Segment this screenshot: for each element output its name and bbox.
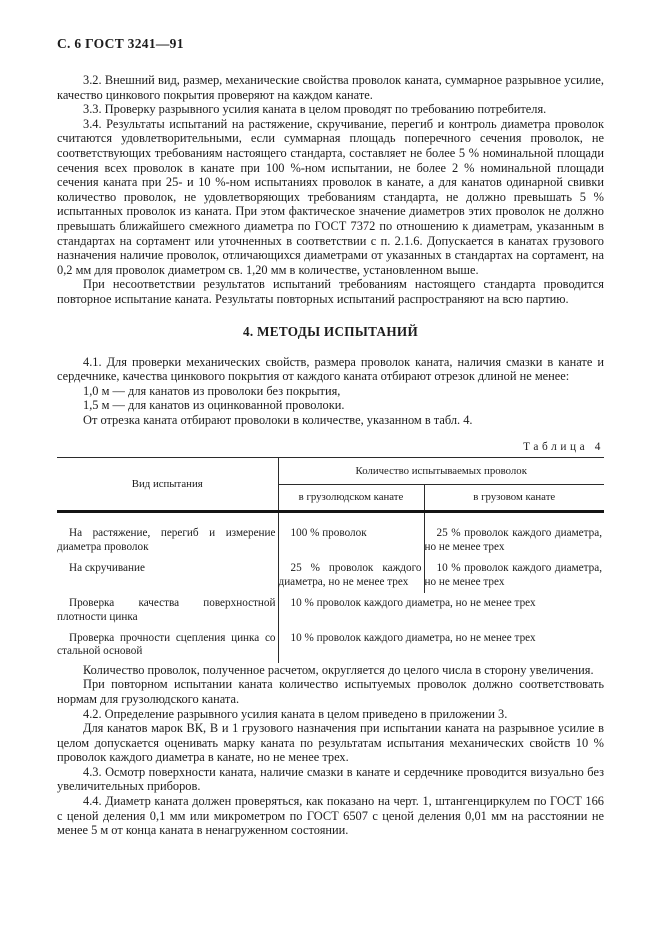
paragraph-4-4: 4.4. Диаметр каната должен проверяться, как показано на черт. 1, штангенциркулем по ГОСТ 166 с ценой деления 0,1 мм или микрометром по ГОСТ 6507 с ценой деления 0,01 мм на расстоянии не менее 5 м от конца каната в ненагруженном состоянии. (57, 794, 604, 838)
table-row (57, 512, 604, 558)
cell-both-ropes-value: 10 % проволок каждого диаметра, но не менее трех (290, 631, 536, 644)
paragraph-4-2: 4.2. Определение разрывного усилия каната в целом приведено в приложении 3. (83, 706, 508, 721)
column-header-passenger-rope: в грузолюдском канате (278, 484, 424, 512)
table-label: Таблица 4 (523, 441, 604, 454)
paragraph-4-1-note: От отрезка каната отбирают проволоки в количестве, указанном в табл. 4. (83, 412, 473, 427)
paragraph-4-1-item-a: 1,0 м — для канатов из проволоки без покрытия, (83, 383, 341, 398)
column-header-wire-count-group: Количество испытываемых проволок (278, 458, 604, 485)
cell-cargo-rope-value: 25 % проволок каждого диаметра, но не менее трех (424, 527, 602, 553)
paragraph-retest: При несоответствии результатов испытаний требованиям настоящего стандарта проводится повторное испытание каната. Результаты повторных испытаний распространяют на всю партию. (57, 277, 604, 306)
paragraph-3-2: 3.2. Внешний вид, размер, механические свойства проволок каната, суммарное разрывное усилие, качество цинкового покрытия проверяют на каждом канате. (57, 73, 604, 102)
table-row (57, 558, 604, 593)
paragraph-3-3: 3.3. Проверку разрывного усилия каната в целом проводят по требованию потребителя. (83, 102, 547, 117)
cell-passenger-rope-value: 100 % проволок (278, 512, 424, 558)
cell-test-type: На скручивание (57, 558, 278, 593)
cell-both-ropes-value: 10 % проволок каждого диаметра, но не менее трех (290, 597, 536, 610)
page-header: С. 6 ГОСТ 3241—91 (57, 36, 184, 51)
column-header-cargo-rope: в грузовом канате (424, 484, 604, 512)
paragraph-3-4: 3.4. Результаты испытаний на растяжение, скручивание, перегиб и контроль диаметра проволок считаются удовлетворительными, если суммарная площадь поперечного сечения проволок, не соответствующих требованиям настоящего стандарта, составляет не более 5 % номинальной площади сечения всех проволок в канате при 100 %-ном испытании, не более 2 % номинальной площади сечения каната при 25- и 10 %-ном испытаниях проволок в канате, а для канатов одинарной свивки количество проволок, не удовлетворяющих требованиям стандарта, не должно превышать 5 % испытанных проволок из каната. При этом фактическое значение диаметров этих проволок не должно превышать ближайшего смежного диаметра по ГОСТ 7372 по отношению к диаметрам, указанным в стандартах на сортамент или уточненных в соответствии с п. 2.1.6. Допускается в канатах грузового назначения наличие проволок, отличающихся диаметрами от указанных в стандартах на сортамент, на 0,2 мм для проволок диаметром св. 1,20 мм в количестве, установленном выше. (57, 116, 604, 277)
test-wires-table (57, 457, 604, 662)
cell-test-type: Проверка качества поверхностной плотности цинка (57, 593, 278, 628)
cell-test-type: Проверка прочности сцепления цинка со стальной основой (57, 628, 278, 663)
paragraph-4-1: 4.1. Для проверки механических свойств, размера проволок каната, наличия смазки в канате и сердечнике, качества цинкового покрытия от каждого каната отбирают отрезок длиной не менее: (57, 354, 604, 384)
column-header-test-type: Вид испытания (57, 458, 278, 512)
paragraph-4-2-marks: Для канатов марок ВК, В и 1 грузового назначения при испытании каната на разрывное усилие в целом допускается оценивать марку каната по результатам испытания механических свойств 10 % проволок каждого диаметра в канате, но не менее трех. (57, 721, 604, 765)
paragraph-4-1-item-b: 1,5 м — для канатов из оцинкованной проволоки. (83, 398, 345, 413)
table-row (57, 628, 604, 663)
paragraph-repeat-test-norms: При повторном испытании каната количество испытуемых проволок должно соответствовать нормам для грузолюдского каната. (57, 677, 604, 706)
cell-test-type: На растяжение, перегиб и измерение диаметра проволок (57, 512, 278, 558)
cell-cargo-rope-value: 10 % проволок каждого диаметра, но не менее трех (424, 562, 602, 588)
paragraph-4-3: 4.3. Осмотр поверхности каната, наличие смазки в канате и сердечнике проводится визуально без увеличительных приборов. (57, 764, 604, 794)
cell-passenger-rope-value: 25 % проволок каждого диаметра, но не менее трех (278, 558, 424, 593)
section-heading: 4. МЕТОДЫ ИСПЫТАНИЙ (242, 323, 419, 339)
paragraph-wire-count-rounding: Количество проволок, полученное расчетом, округляется до целого числа в сторону увеличения. (83, 662, 594, 677)
table-row (57, 593, 604, 628)
